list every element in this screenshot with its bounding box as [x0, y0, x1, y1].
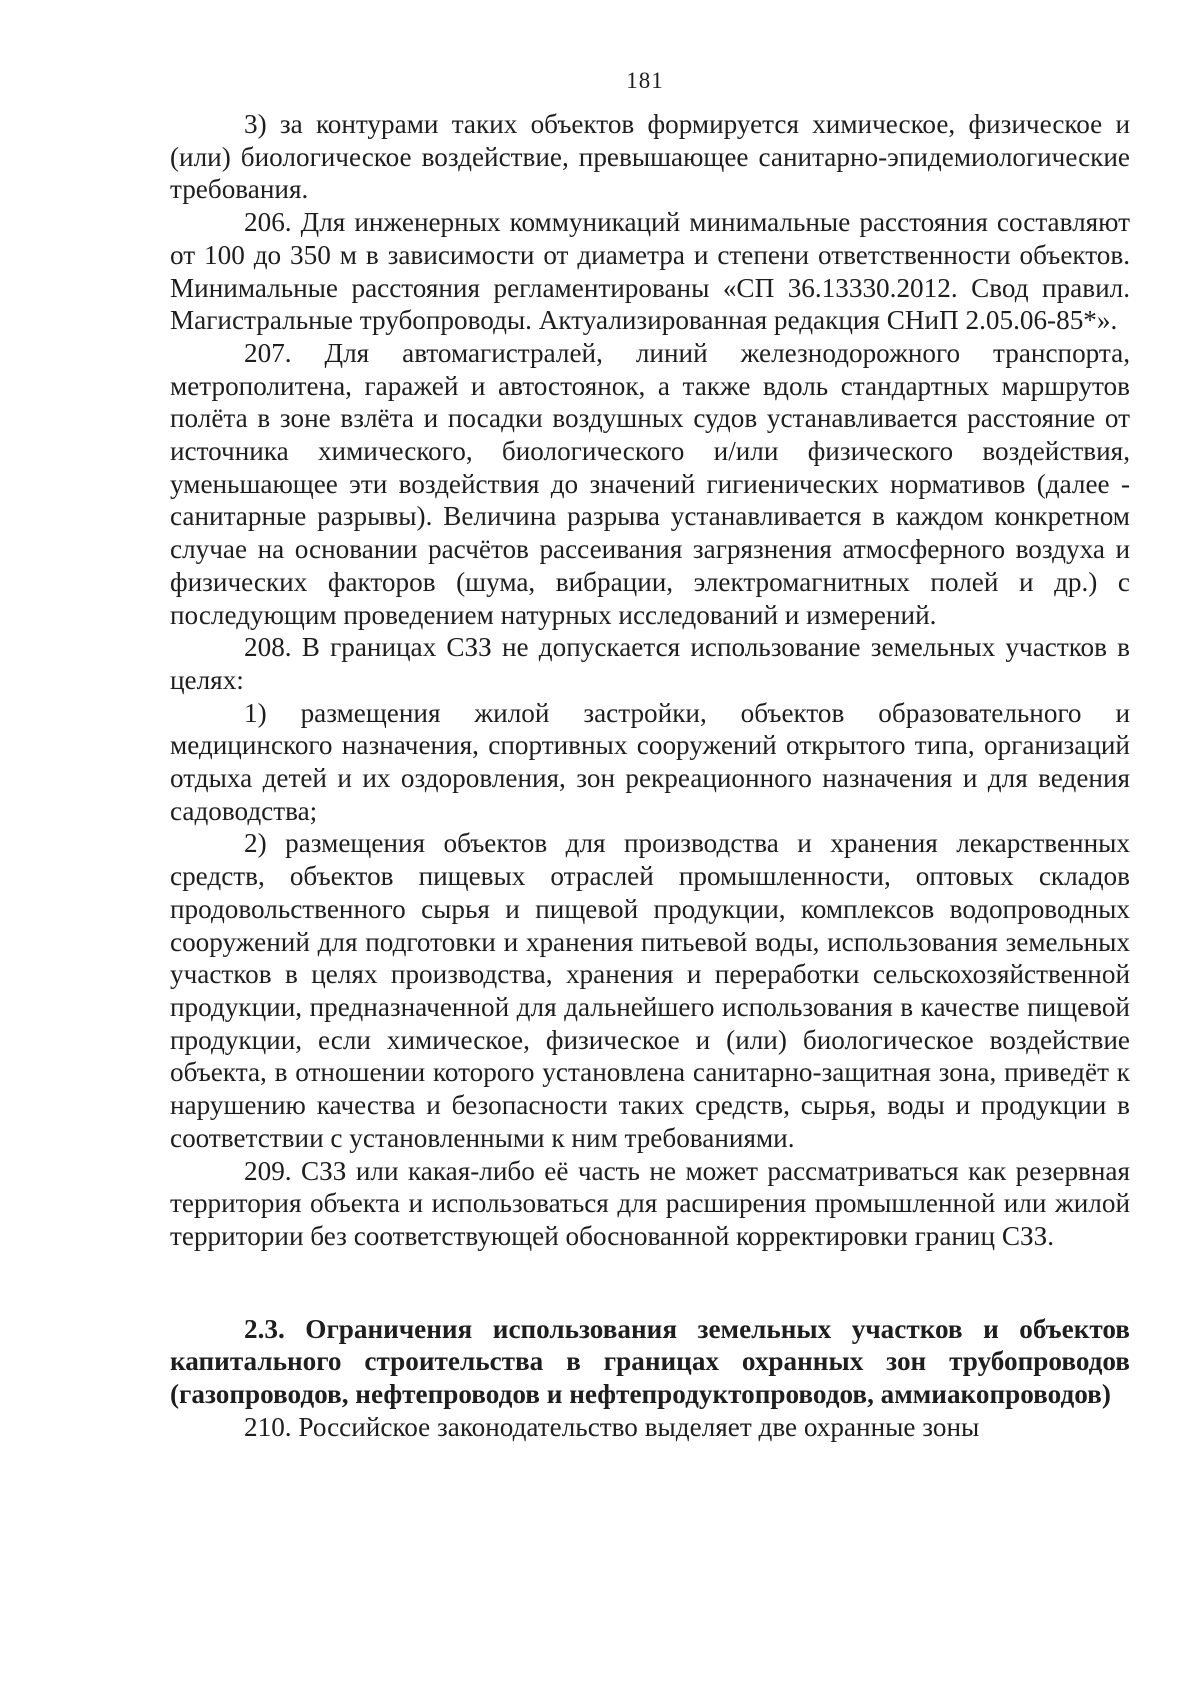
paragraph-206: 206. Для инженерных коммуникаций минимальные расстояния составляют от 100 до 350 м в зависимости от диаметра и степени ответственности объектов. Минимальные расстояния регламентированы «СП 36.13330.2012. Свод правил. Магистральные трубопроводы. Актуализированная редакция СНиП 2.05.06-85*». [170, 207, 1130, 336]
section-heading-2-3: 2.3. Ограничения использования земельных участков и объектов капитального строительства в границах охранных зон трубопроводов (газопроводов, нефтепроводов и нефтепродуктопроводов, аммиакопроводов) [170, 1313, 1130, 1410]
page-number: 181 [626, 68, 664, 93]
list-item-3: 3) за контурами таких объектов формируется химическое, физическое и (или) биологическое воздействие, превышающее санитарно-эпидемиологические требования. [170, 109, 1130, 205]
list-item-208-2: 2) размещения объектов для производства и хранения лекарственных средств, объектов пищевых отраслей промышленности, оптовых складов продовольственного сырья и пищевой продукции, комплексов водопроводных сооружений для подготовки и хранения питьевой воды, использования земельных участков в целях производства, хранения и переработки сельскохозяйственной продукции, предназначенной для дальнейшего использования в качестве пищевой продукции, если химическое, физическое и (или) биологическое воздействие объекта, в отношении которого установлена санитарно-защитная зона, приведёт к нарушению качества и безопасности таких средств, сырья, воды и продукции в соответствии с установленными к ним требованиями. [170, 828, 1130, 1153]
paragraph-210: 210. Российское законодательство выделяет две охранные зоны [244, 1411, 980, 1442]
paragraph-207: 207. Для автомагистралей, линий железнодорожного транспорта, метрополитена, гаражей и автостоянок, а также вдоль стандартных маршрутов полёта в зоне взлёта и посадки воздушных судов устанавливается расстояние от источника химического, биологического и/или физического воздействия, уменьшающее эти воздействия до значений гигиенических нормативов (далее - санитарные разрывы). Величина разрыва устанавливается в каждом конкретном случае на основании расчётов рассеивания загрязнения атмосферного воздуха и физических факторов (шума, вибрации, электромагнитных полей и др.) с последующим проведением натурных исследований и измерений. [170, 337, 1130, 630]
paragraph-209: 209. СЗЗ или какая-либо её часть не может рассматриваться как резервная территория объекта и использоваться для расширения промышленной или жилой территории без соответствующей обоснованной корректировки границ СЗЗ. [170, 1155, 1130, 1251]
list-item-208-1: 1) размещения жилой застройки, объектов образовательного и медицинского назначения, спортивных сооружений открытого типа, организаций отдыха детей и их оздоровления, зон рекреационного назначения и для ведения садоводства; [170, 697, 1130, 826]
paragraph-208: 208. В границах СЗЗ не допускается использование земельных участков в целях: [170, 632, 1130, 695]
document-body [170, 108, 1130, 1443]
